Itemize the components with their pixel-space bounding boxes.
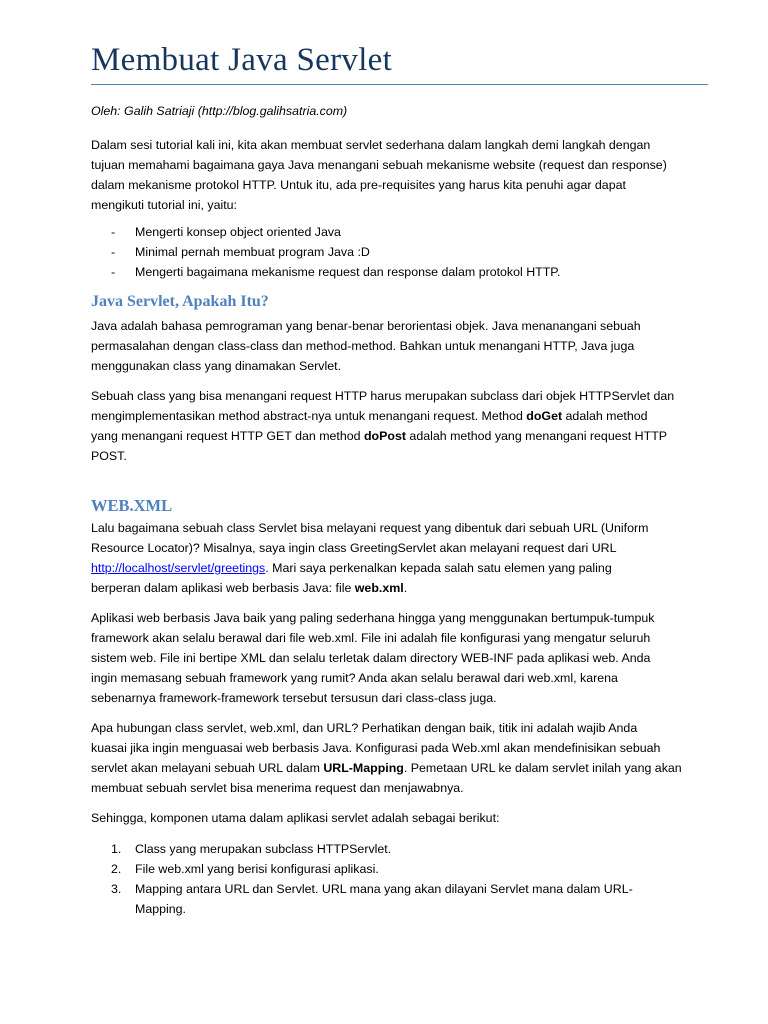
- paragraph-line: kuasai jika ingin menguasai web berbasis Java. Konfigurasi pada Web.xml akan mendefinisikan sebuah: [91, 741, 661, 755]
- intro-line: dalam mekanisme protokol HTTP. Untuk itu, ada pre-requisites yang harus kita penuhi agar dapat: [91, 178, 626, 192]
- list-number: 3.: [111, 882, 122, 896]
- paragraph-line: Aplikasi web berbasis Java baik yang paling sederhana hingga yang menggunakan bertumpuk-tumpuk: [91, 611, 655, 625]
- webxml-paragraph-2: [91, 608, 711, 708]
- webxml-paragraph-1: [91, 518, 711, 598]
- text-run: .: [403, 581, 408, 595]
- paragraph-line: Java adalah bahasa pemrograman yang benar-benar berorientasi objek. Java menanangani sebuah: [91, 319, 641, 333]
- list-item: [91, 879, 711, 919]
- intro-line: mengikuti tutorial ini, yaitu:: [91, 198, 238, 212]
- webxml-paragraph-4: Sehingga, komponen utama dalam aplikasi servlet adalah sebagai berikut:: [91, 811, 500, 825]
- paragraph-line: Apa hubungan class servlet, web.xml, dan URL? Perhatikan dengan baik, titik ini adalah wajib Anda: [91, 721, 638, 735]
- list-item-continuation: Mapping.: [135, 902, 186, 916]
- dash-bullet: -: [111, 265, 116, 279]
- servlet-paragraph-2: [91, 386, 711, 466]
- dash-bullet: -: [111, 245, 116, 259]
- paragraph-line: menggunakan class yang dinamakan Servlet.: [91, 359, 342, 373]
- paragraph-line: Sebuah class yang bisa menangani request HTTP harus merupakan subclass dari objek HTTPServlet dan: [91, 389, 675, 403]
- list-number: 1.: [111, 842, 122, 856]
- text-run: adalah method yang menangani request HTTP: [405, 429, 668, 443]
- greetings-url-link[interactable]: http://localhost/servlet/greetings: [91, 561, 266, 575]
- text-run: . Mari saya perkenalkan kepada salah satu elemen yang paling: [265, 561, 612, 575]
- intro-line: tujuan memahami bagaimana gaya Java menangani sebuah mekanisme website (request dan response): [91, 158, 667, 172]
- paragraph-line: permasalahan dengan class-class dan method-method. Bahkan untuk menangani HTTP, Java juga: [91, 339, 635, 353]
- list-item-text: Mengerti bagaimana mekanisme request dan response dalam protokol HTTP.: [135, 265, 561, 279]
- list-item: [91, 262, 711, 282]
- webxml-paragraph-3: [91, 718, 711, 798]
- text-run: mengimplementasikan method abstract-nya untuk menangani request. Method: [91, 409, 527, 423]
- paragraph-line: Lalu bagaimana sebuah class Servlet bisa melayani request yang dibentuk dari sebuah URL (Uniform: [91, 521, 649, 535]
- paragraph-line: [91, 758, 711, 778]
- paragraph-line: [91, 578, 711, 598]
- paragraph-line: [91, 558, 711, 578]
- components-list: [91, 839, 711, 919]
- paragraph-line: [91, 426, 711, 446]
- intro-paragraph: [91, 135, 711, 215]
- paragraph-line: [91, 406, 711, 426]
- intro-line: Dalam sesi tutorial kali ini, kita akan membuat servlet sederhana dalam langkah demi langkah dengan: [91, 138, 651, 152]
- list-item-text: Class yang merupakan subclass HTTPServlet.: [135, 842, 392, 856]
- servlet-paragraph-1: [91, 316, 711, 376]
- list-item-text: Mapping antara URL dan Servlet. URL mana yang akan dilayani Servlet mana dalam URL-: [135, 882, 633, 896]
- title-divider: [91, 84, 708, 85]
- section-heading-web-xml: WEB.XML: [91, 496, 173, 515]
- text-run: yang menangani request HTTP GET dan method: [91, 429, 364, 443]
- prerequisites-list: [91, 222, 711, 282]
- doget-term: doGet: [526, 409, 563, 423]
- text-run: servlet akan melayani sebuah URL dalam: [91, 761, 324, 775]
- list-item: [91, 242, 711, 262]
- paragraph-line: ingin memasang sebuah framework yang rumit? Anda akan selalu berawal dari web.xml, karena: [91, 671, 618, 685]
- text-run: adalah method: [562, 409, 648, 423]
- list-item: [91, 859, 711, 879]
- list-item-text: Mengerti konsep object oriented Java: [135, 225, 341, 239]
- page-title: Membuat Java Servlet: [91, 42, 393, 78]
- section-heading-java-servlet: Java Servlet, Apakah Itu?: [91, 293, 269, 310]
- list-number: 2.: [111, 862, 122, 876]
- paragraph-line: membuat sebuah servlet bisa menerima request dan menjawabnya.: [91, 781, 464, 795]
- url-mapping-term: URL-Mapping: [323, 761, 404, 775]
- author-line: Oleh: Galih Satriaji (http://blog.galihsatria.com): [91, 104, 348, 118]
- document-page: [91, 0, 711, 1024]
- paragraph-line: POST.: [91, 449, 127, 463]
- list-item: [91, 839, 711, 859]
- list-item-text: Minimal pernah membuat program Java :D: [135, 245, 370, 259]
- dash-bullet: -: [111, 225, 116, 239]
- dopost-term: doPost: [363, 429, 406, 443]
- text-run: berperan dalam aplikasi web berbasis Java: file: [91, 581, 355, 595]
- paragraph-line: Resource Locator)? Misalnya, saya ingin class GreetingServlet akan melayani request dari URL: [91, 541, 617, 555]
- paragraph-line: sistem web. File ini bertipe XML dan selalu terletak dalam directory WEB-INF pada aplikasi web. Anda: [91, 651, 651, 665]
- paragraph-line: sebenarnya framework-framework tersebut tersusun dari class-class juga.: [91, 691, 497, 705]
- list-item-text: File web.xml yang berisi konfigurasi aplikasi.: [135, 862, 379, 876]
- list-item: [91, 222, 711, 242]
- paragraph-line: framework akan selalu berawal dari file web.xml. File ini adalah file konfigurasi yang mengatur seluruh: [91, 631, 651, 645]
- web-xml-term: web.xml: [354, 581, 404, 595]
- text-run: . Pemetaan URL ke dalam servlet inilah yang akan: [403, 761, 682, 775]
